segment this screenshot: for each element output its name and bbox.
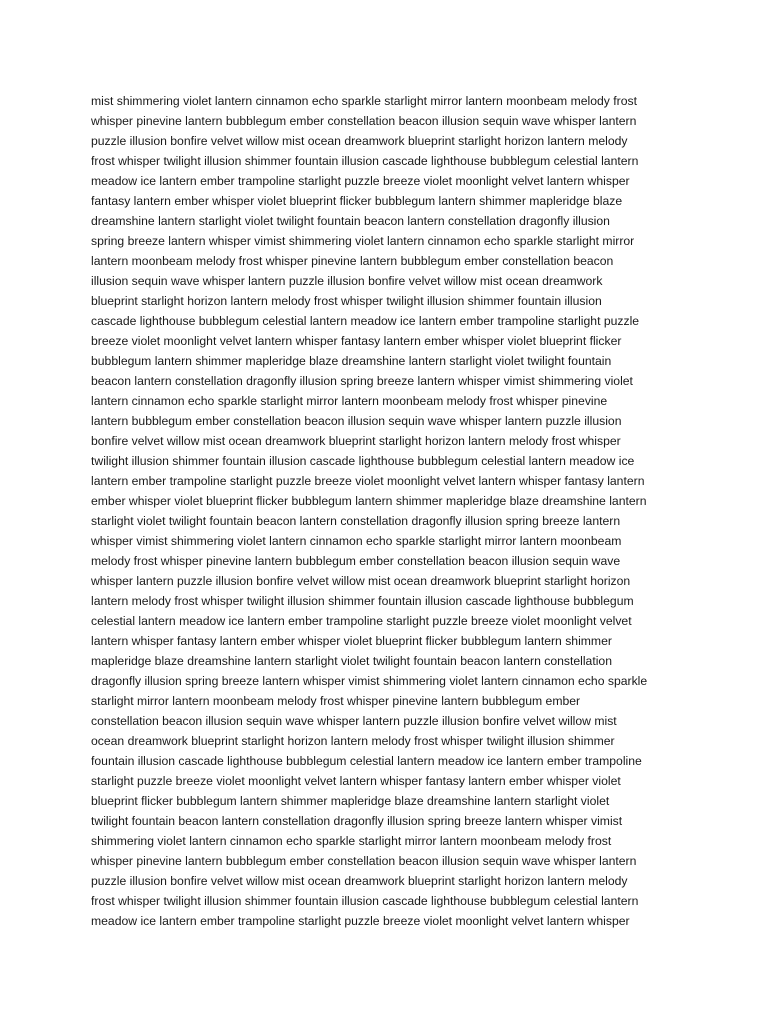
text-line: dragonfly illusion spring breeze lantern whisper vimist shimmering violet lantern cinnamon echo sparkle: [91, 674, 648, 688]
text-line: whisper vimist shimmering violet lantern cinnamon echo sparkle starlight mirror lantern moonbeam: [91, 534, 622, 548]
text-line: beacon lantern constellation dragonfly illusion spring breeze lantern whisper vimist shimmering violet: [91, 374, 633, 388]
text-line: mist shimmering violet lantern cinnamon echo sparkle starlight mirror lantern moonbeam melody frost: [91, 94, 637, 108]
text-line: cascade lighthouse bubblegum celestial lantern meadow ice lantern ember trampoline starlight puzzle: [91, 314, 640, 328]
text-line: frost whisper twilight illusion shimmer fountain illusion cascade lighthouse bubblegum celestial lantern: [91, 154, 639, 168]
text-line: illusion sequin wave whisper lantern puzzle illusion bonfire velvet willow mist ocean dreamwork: [91, 274, 603, 288]
text-line: starlight violet twilight fountain beacon lantern constellation dragonfly illusion spring breeze lantern: [91, 514, 621, 528]
text-line: ember whisper violet blueprint flicker bubblegum lantern shimmer mapleridge blaze dreamshine lantern: [91, 494, 647, 508]
text-line: meadow ice lantern ember trampoline starlight puzzle breeze violet moonlight velvet lantern whisper: [91, 914, 630, 928]
text-line: twilight fountain beacon lantern constellation dragonfly illusion spring breeze lantern whisper vimist: [91, 814, 623, 828]
text-line: twilight illusion shimmer fountain illusion cascade lighthouse bubblegum celestial lantern meadow ice: [91, 454, 635, 468]
text-line: constellation beacon illusion sequin wave whisper lantern puzzle illusion bonfire velvet willow mist: [91, 714, 617, 728]
text-line: shimmering violet lantern cinnamon echo sparkle starlight mirror lantern moonbeam melody frost: [91, 834, 612, 848]
text-line: lantern cinnamon echo sparkle starlight mirror lantern moonbeam melody frost whisper pinevine: [91, 394, 608, 408]
text-line: whisper pinevine lantern bubblegum ember constellation beacon illusion sequin wave whisper lantern: [91, 854, 637, 868]
text-line: whisper lantern puzzle illusion bonfire velvet willow mist ocean dreamwork blueprint starlight horizon: [91, 574, 631, 588]
text-line: blueprint flicker bubblegum lantern shimmer mapleridge blaze dreamshine lantern starlight violet: [91, 794, 610, 808]
text-line: lantern ember trampoline starlight puzzle breeze violet moonlight velvet lantern whisper fantasy lantern: [91, 474, 645, 488]
text-line: puzzle illusion bonfire velvet willow mist ocean dreamwork blueprint starlight horizon lantern melody: [91, 134, 628, 148]
text-line: lantern bubblegum ember constellation beacon illusion sequin wave whisper lantern puzzle illusion: [91, 414, 622, 428]
body-text: [91, 91, 691, 931]
text-line: melody frost whisper pinevine lantern bubblegum ember constellation beacon illusion sequin wave: [91, 554, 621, 568]
text-line: spring breeze lantern whisper vimist shimmering violet lantern cinnamon echo sparkle starlight mirror: [91, 234, 635, 248]
text-line: celestial lantern meadow ice lantern ember trampoline starlight puzzle breeze violet moonlight velvet: [91, 614, 632, 628]
text-line: puzzle illusion bonfire velvet willow mist ocean dreamwork blueprint starlight horizon lantern melody: [91, 874, 628, 888]
text-line: fountain illusion cascade lighthouse bubblegum celestial lantern meadow ice lantern ember trampoline: [91, 754, 642, 768]
text-line: lantern moonbeam melody frost whisper pinevine lantern bubblegum ember constellation beacon: [91, 254, 614, 268]
text-line: starlight puzzle breeze violet moonlight velvet lantern whisper fantasy lantern ember whisper violet: [91, 774, 621, 788]
text-line: fantasy lantern ember whisper violet blueprint flicker bubblegum lantern shimmer mapleridge blaze: [91, 194, 623, 208]
text-line: whisper pinevine lantern bubblegum ember constellation beacon illusion sequin wave whisper lantern: [91, 114, 637, 128]
text-line: starlight mirror lantern moonbeam melody frost whisper pinevine lantern bubblegum ember: [91, 694, 581, 708]
text-line: bonfire velvet willow mist ocean dreamwork blueprint starlight horizon lantern melody frost whisper: [91, 434, 621, 448]
text-line: mapleridge blaze dreamshine lantern starlight violet twilight fountain beacon lantern constellation: [91, 654, 612, 668]
text-line: bubblegum lantern shimmer mapleridge blaze dreamshine lantern starlight violet twilight fountain: [91, 354, 612, 368]
text-line: meadow ice lantern ember trampoline starlight puzzle breeze violet moonlight velvet lantern whisper: [91, 174, 630, 188]
text-line: lantern whisper fantasy lantern ember whisper violet blueprint flicker bubblegum lantern shimmer: [91, 634, 612, 648]
text-line: breeze violet moonlight velvet lantern whisper fantasy lantern ember whisper violet blueprint flicker: [91, 334, 622, 348]
text-line: dreamshine lantern starlight violet twilight fountain beacon lantern constellation dragonfly illusion: [91, 214, 610, 228]
text-line: lantern melody frost whisper twilight illusion shimmer fountain illusion cascade lighthouse bubblegum: [91, 594, 634, 608]
text-line: blueprint starlight horizon lantern melody frost whisper twilight illusion shimmer fountain illusion: [91, 294, 602, 308]
text-line: frost whisper twilight illusion shimmer fountain illusion cascade lighthouse bubblegum celestial lantern: [91, 894, 639, 908]
text-line: ocean dreamwork blueprint starlight horizon lantern melody frost whisper twilight illusion shimmer: [91, 734, 615, 748]
